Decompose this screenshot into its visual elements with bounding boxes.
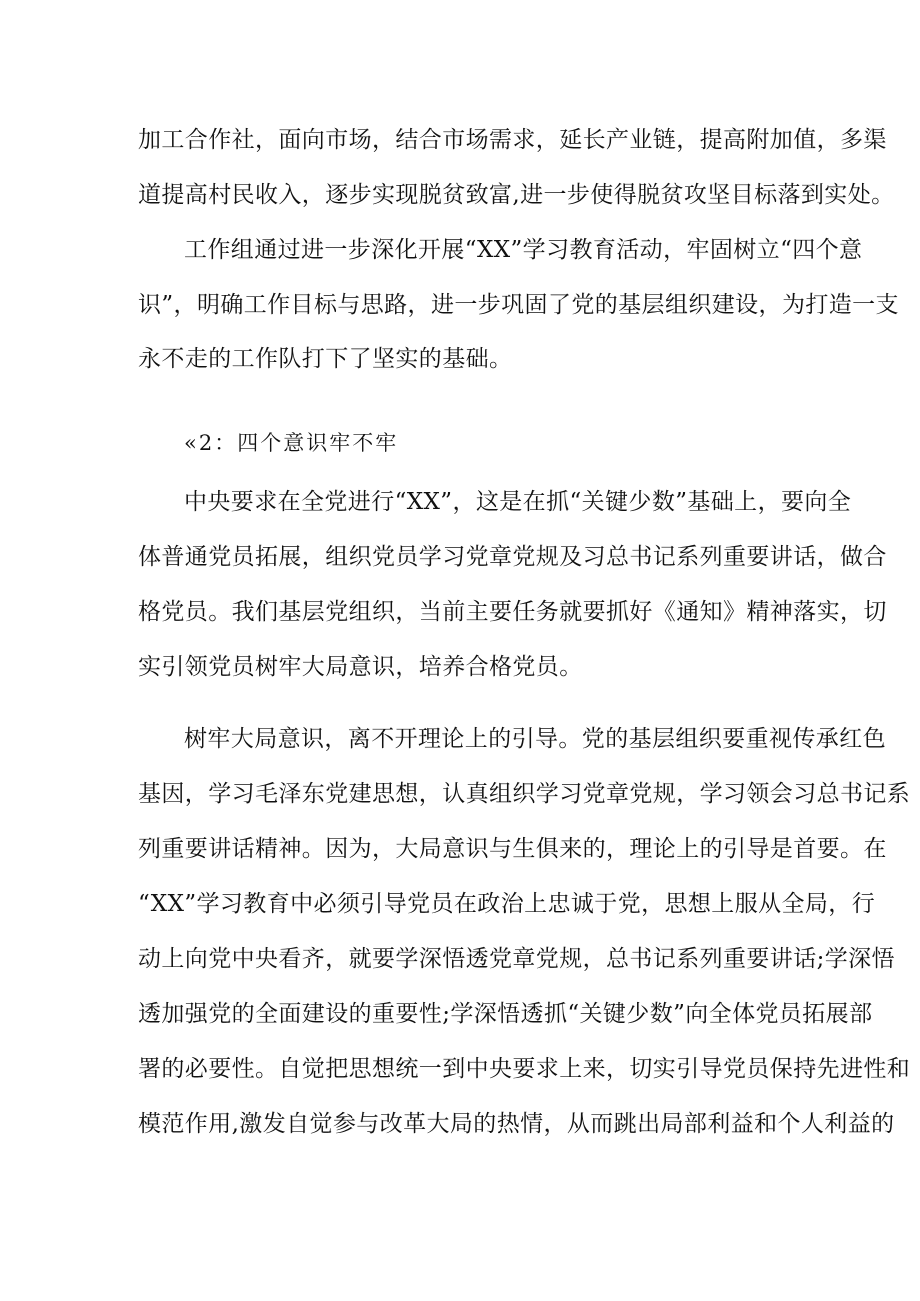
paragraph-3-line-1: 中央要求在全党进行“XX”，这是在抓“关键少数”基础上，要向全 [184,489,852,515]
paragraph-4-line-7: 署的必要性。自觉把思想统一到中央要求上来，切实引导党员保持先进性和 [138,1056,911,1082]
paragraph-4-line-8: 模范作用,激发自觉参与改革大局的热情，从而跳出局部利益和个人利益的 [138,1111,895,1137]
paragraph-4-line-5: 动上向党中央看齐，就要学深悟透党章党规，总书记系列重要讲话;学深悟 [138,946,895,972]
paragraph-4-line-6: 透加强党的全面建设的重要性;学深悟透抓“关键少数”向全体党员拓展部 [138,1001,873,1027]
paragraph-2-line-1: 工作组通过进一步深化开展“XX”学习教育活动，牢固树立“四个意 [184,237,863,263]
paragraph-1-line-1: 加工合作社，面向市场，结合市场需求，延长产业链，提高附加值，多渠 [138,127,887,153]
paragraph-4-line-2: 基因，学习毛泽东党建思想，认真组织学习党章党规，学习领会习总书记系 [138,781,911,807]
section-heading: «2：四个意识牢不牢 [184,431,399,455]
paragraph-3-line-3: 格党员。我们基层党组织，当前主要任务就要抓好《通知》精神落实，切 [138,599,887,625]
paragraph-3-line-2: 体普通党员拓展，组织党员学习党章党规及习总书记系列重要讲话，做合 [138,544,887,570]
paragraph-3-line-4: 实引领党员树牢大局意识，培养合格党员。 [138,654,583,680]
paragraph-2-line-3: 永不走的工作队打下了坚实的基础。 [138,346,513,372]
paragraph-1-line-2: 道提高村民收入，逐步实现脱贫致富,进一步使得脱贫攻坚目标落到实处。 [138,182,895,208]
paragraph-2-line-2: 识”，明确工作目标与思路，进一步巩固了党的基层组织建设，为打造一支 [138,292,899,318]
paragraph-4-line-1: 树牢大局意识，离不开理论上的引导。党的基层组织要重视传承红色 [184,726,886,752]
paragraph-4-line-4: “XX”学习教育中必须引导党员在政治上忠诚于党，思想上服从全局，行 [138,891,876,917]
paragraph-4-line-3: 列重要讲话精神。因为，大局意识与生俱来的，理论上的引导是首要。在 [138,836,887,862]
